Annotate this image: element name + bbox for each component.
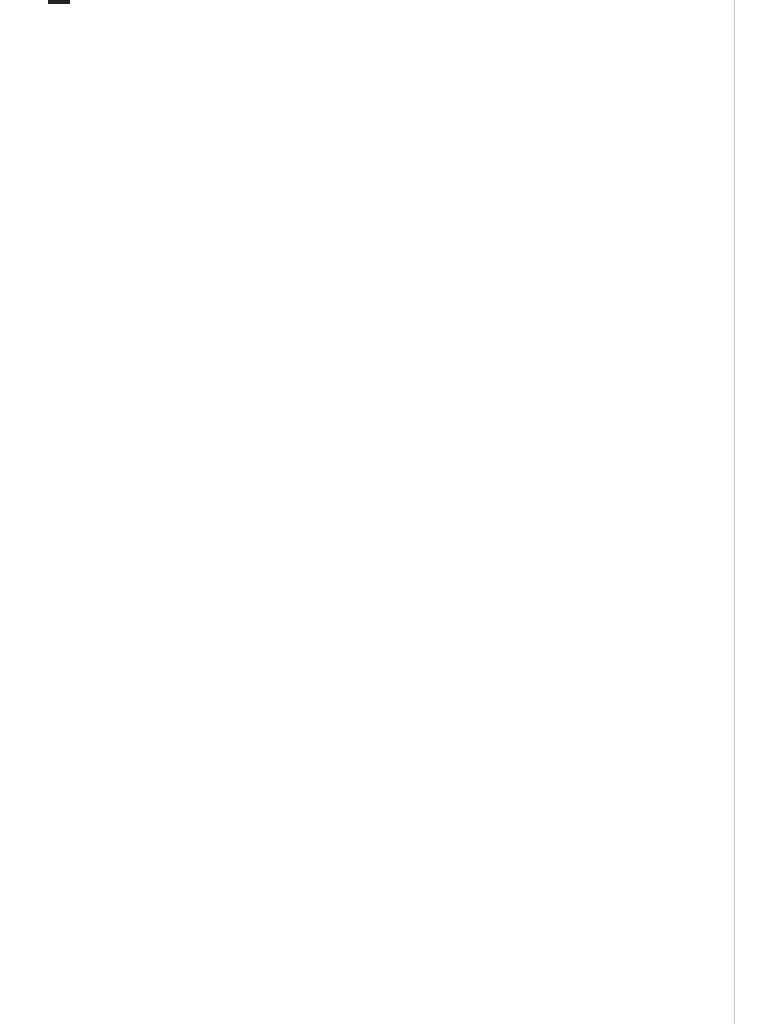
- corner-mark: [48, 0, 70, 4]
- page-edge: [734, 0, 735, 1024]
